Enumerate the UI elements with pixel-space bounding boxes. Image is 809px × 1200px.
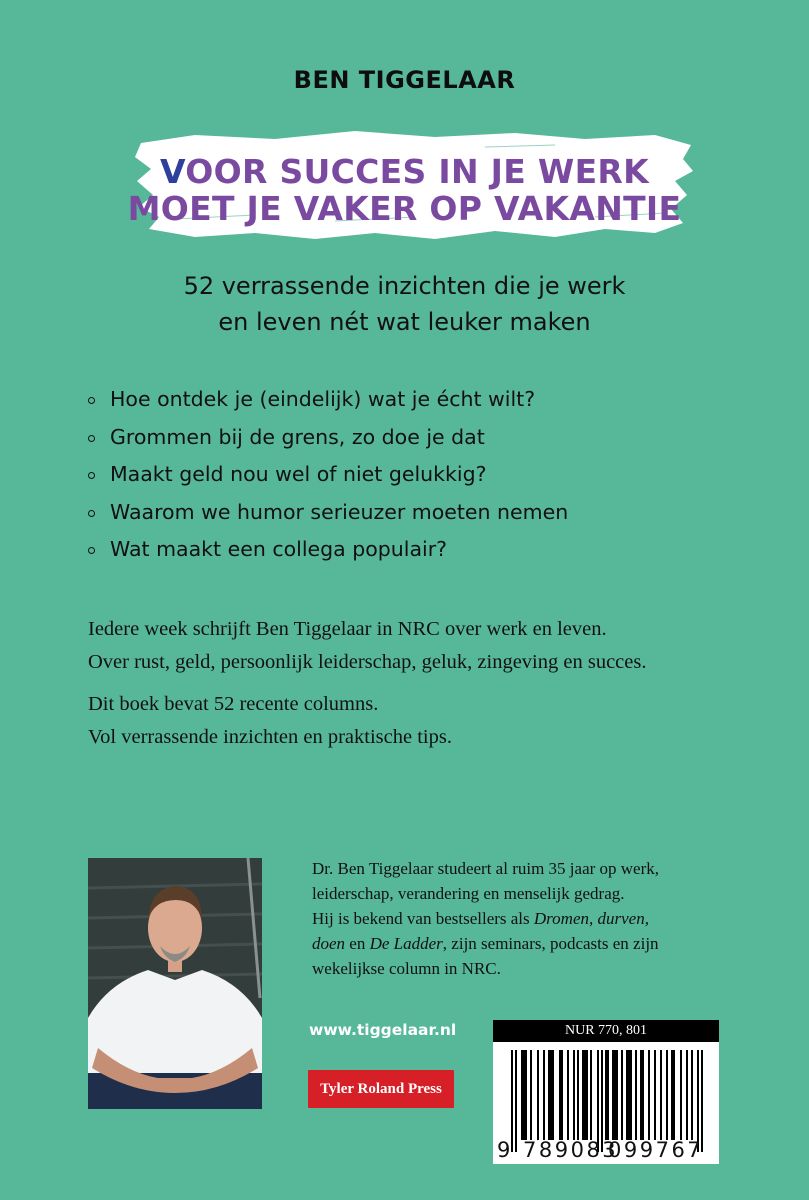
list-item-text: Maakt geld nou wel of niet gelukkig? — [110, 462, 487, 486]
author-photo — [88, 858, 262, 1109]
isbn-digit-first: 9 — [497, 1138, 511, 1162]
author-bio — [312, 856, 732, 981]
bio-line-2: leiderschap, verandering en menselijk gedrag. — [312, 884, 625, 903]
bullet-icon — [88, 472, 95, 479]
website-link[interactable]: www.tiggelaar.nl — [309, 1021, 457, 1039]
bio-line-4-conj: en — [345, 934, 370, 953]
paragraph-2-line-2: Vol verrassende inzichten en praktische tips. — [88, 726, 452, 748]
list-item — [88, 384, 568, 422]
title-first-letter: V — [160, 152, 186, 191]
book-title-line-2: MOET JE VAKER OP VAKANTIE — [127, 189, 682, 228]
author-name: BEN TIGGELAAR — [293, 66, 516, 94]
bio-line-3 — [312, 906, 732, 931]
subtitle-line-1: 52 verrassende inzichten die je werk — [183, 272, 626, 300]
list-item-text: Grommen bij de grens, zo doe je dat — [110, 424, 485, 449]
list-item-text: Wat maakt een collega populair? — [110, 537, 448, 561]
bullet-icon — [88, 397, 95, 404]
book-title-doen: doen — [312, 934, 346, 953]
subtitle-line-2: en leven nét wat leuker maken — [218, 308, 591, 336]
bullet-icon — [88, 547, 95, 554]
bullet-icon — [88, 510, 95, 517]
isbn-group-2: 099767 — [608, 1138, 704, 1162]
bullet-icon — [88, 435, 95, 442]
book-title-dromen: Dromen, durven, — [533, 909, 649, 928]
list-item — [88, 497, 568, 535]
description-paragraph-1 — [88, 613, 646, 679]
list-item-text: Hoe ontdek je (eindelijk) wat je écht wilt? — [110, 387, 536, 411]
bio-line-1: Dr. Ben Tiggelaar studeert al ruim 35 jaar op werk, — [312, 859, 660, 878]
description-paragraph-2 — [88, 688, 452, 754]
list-item — [88, 422, 568, 460]
list-item-text: Waarom we humor serieuzer moeten nemen — [110, 499, 569, 524]
list-item — [88, 459, 568, 497]
paragraph-1-line-1: Iedere week schrijft Ben Tiggelaar in NRC over werk en leven. — [88, 618, 607, 640]
nur-code: NUR 770, 801 — [493, 1020, 719, 1042]
bullet-list — [88, 384, 568, 572]
subtitle — [0, 268, 809, 340]
paragraph-1-line-2: Over rust, geld, persoonlijk leiderschap, geluk, zingeving en succes. — [88, 651, 647, 673]
book-title-line-1 — [0, 152, 809, 191]
bio-line-4 — [312, 931, 732, 956]
paragraph-2-line-1: Dit boek bevat 52 recente columns. — [88, 693, 379, 715]
isbn-barcode — [493, 1020, 719, 1164]
isbn-digits — [493, 1138, 719, 1162]
publisher-logo: Tyler Roland Press — [308, 1070, 454, 1108]
isbn-group-1: 789083 — [523, 1138, 619, 1162]
bio-line-4-text: , zijn seminars, podcasts en zijn — [442, 934, 659, 953]
list-item — [88, 534, 568, 572]
bio-line-5: wekelijkse column in NRC. — [312, 959, 501, 978]
book-title-de-ladder: De Ladder — [369, 934, 443, 953]
bio-line-3-text: Hij is bekend van bestsellers als — [312, 909, 534, 928]
title-line-1-text: OOR SUCCES IN JE WERK — [185, 152, 649, 191]
